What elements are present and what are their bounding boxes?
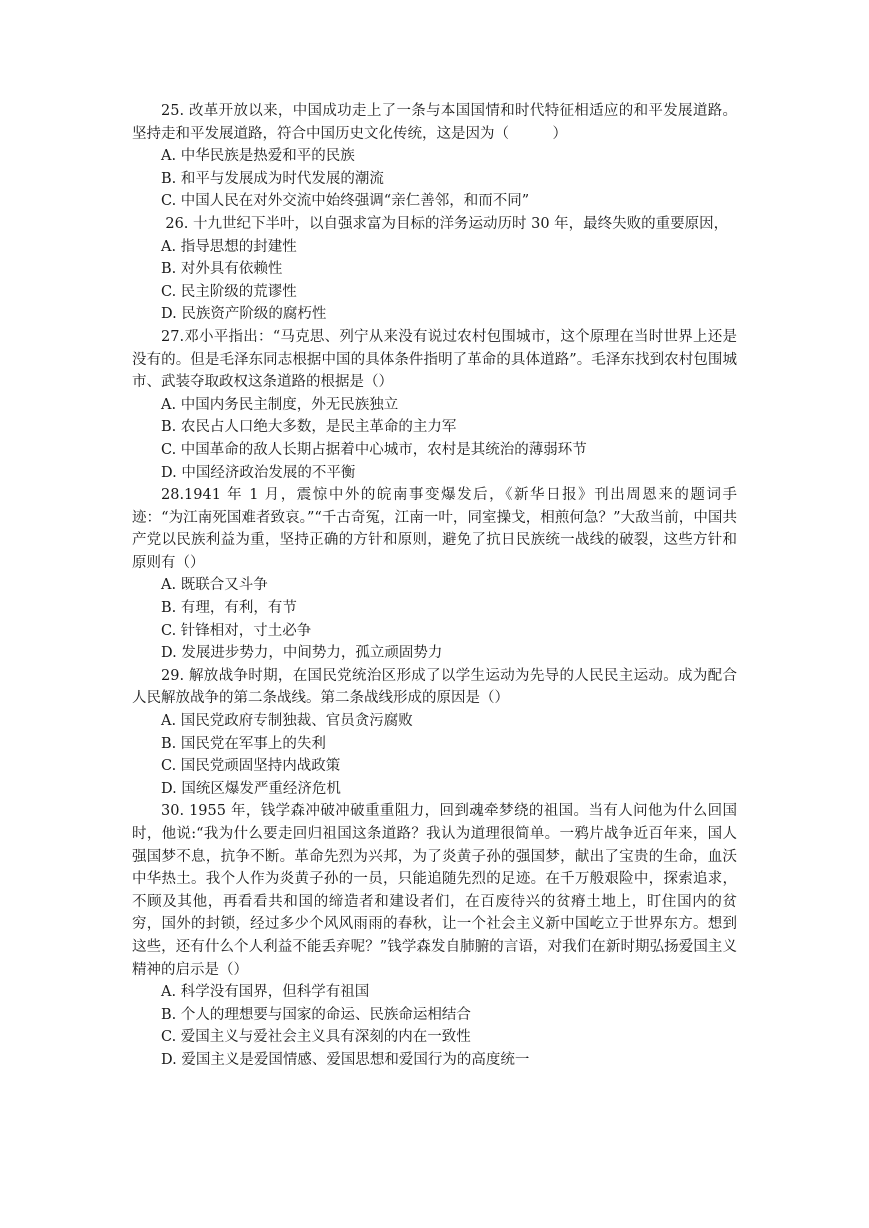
option-d: D. 爱国主义是爱国情感、爱国思想和爱国行为的高度统一 [161, 1051, 530, 1068]
option-b: B. 对外具有依赖性 [161, 261, 283, 278]
question-stem: 30. 1955 年，钱学森冲破冲破重重阻力，回到魂牵梦绕的祖国。当有人问他为什么回国时，他说:“我为什么要走回归祖国这条道路？我认为道理很简单。一鸦片战争近百年来，国人强国梦不息，抗争不断。革命先烈为兴邦，为了炎黄子孙的强国梦，献出了宝贵的生命，血沃中华热土。我个人作为炎黄子孙的一员，只能追随先烈的足迹。在千万般艰险中，探索追求，不顾及其他，再看看共和国的缔造者和建设者们，在百废待兴的贫瘠土地上，盯住国内的贫穷，国外的封锁，经过多少个风风雨雨的春秋，让一个社会主义新中国屹立于世界东方。想到这些，还有什么个人利益不能丢弃呢？”钱学森发自肺腑的言语，对我们在新时期弘扬爱国主义精神的启示是（） [132, 803, 737, 978]
option-b: B. 农民占人口绝大多数，是民主革命的主力军 [161, 419, 457, 436]
option-c: C. 国民党顽固坚持内战政策 [161, 758, 341, 775]
question-stem: 28.1941 年 1 月，震惊中外的皖南事变爆发后，《新华日报》刊出周恩来的题词手迹：“为江南死国难者致哀。”“千古奇冤，江南一叶，同室操戈，相煎何急？”大敌当前，中国共产党以民族利益为重，坚持正确的方针和原则，避免了抗日民族统一战线的破裂，这些方针和原则有（） [132, 487, 737, 571]
option-a: A. 中华民族是热爱和平的民族 [161, 148, 355, 165]
option-d: D. 国统区爆发严重经济危机 [161, 780, 341, 797]
question-stem: 29. 解放战争时期，在国民党统治区形成了以学生运动为先导的人民民主运动。成为配合人民解放战争的第二条战线。第二条战线形成的原因是（） [132, 667, 737, 707]
option-d: D. 中国经济政治发展的不平衡 [161, 464, 356, 481]
option-c: C. 民主阶级的荒谬性 [161, 283, 297, 300]
question-list [132, 100, 737, 1072]
option-a: A. 国民党政府专制独裁、官员贪污腐败 [161, 713, 413, 730]
question-stem: 25. 改革开放以来，中国成功走上了一条与本国国情和时代特征相适应的和平发展道路。坚持走和平发展道路，符合中国历史文化传统，这是因为（ ） [132, 103, 737, 142]
option-a: A. 中国内务民主制度，外无民族独立 [161, 396, 399, 413]
option-a: A. 既联合又斗争 [161, 577, 268, 594]
option-c: C. 针锋相对，寸土必争 [161, 622, 312, 639]
question-27 [132, 326, 737, 484]
option-a: A. 指导思想的封建性 [161, 238, 297, 255]
question-25 [132, 100, 737, 213]
question-28 [132, 484, 737, 665]
option-c: C. 中国人民在对外交流中始终强调“亲仁善邻，和而不同” [161, 193, 530, 210]
option-d: D. 发展进步势力，中间势力，孤立顽固势力 [161, 645, 443, 662]
option-c: C. 爱国主义与爱社会主义具有深刻的内在一致性 [161, 1029, 471, 1046]
option-b: B. 和平与发展成为时代发展的潮流 [161, 170, 384, 187]
option-a: A. 科学没有国界，但科学有祖国 [161, 984, 370, 1001]
option-b: B. 国民党在军事上的失利 [161, 735, 326, 752]
option-b: B. 个人的理想要与国家的命运、民族命运相结合 [161, 1006, 471, 1023]
question-26 [132, 213, 737, 326]
option-d: D. 民族资产阶级的腐朽性 [161, 306, 327, 323]
option-c: C. 中国革命的敌人长期占据着中心城市，农村是其统治的薄弱环节 [161, 441, 587, 458]
question-stem: 27.邓小平指出：“马克思、列宁从来没有说过农村包围城市，这个原理在当时世界上还是没有的。但是毛泽东同志根据中国的具体条件指明了革命的具体道路”。毛泽东找到农村包围城市、武装夺取政权这条道路的根据是（） [132, 328, 737, 391]
option-b: B. 有理，有利，有节 [161, 600, 297, 617]
question-30 [132, 800, 737, 1071]
question-stem: 26. 十九世纪下半叶，以自强求富为目标的洋务运动历时 30 年，最终失败的重要原因， [165, 215, 729, 232]
question-29 [132, 665, 737, 801]
